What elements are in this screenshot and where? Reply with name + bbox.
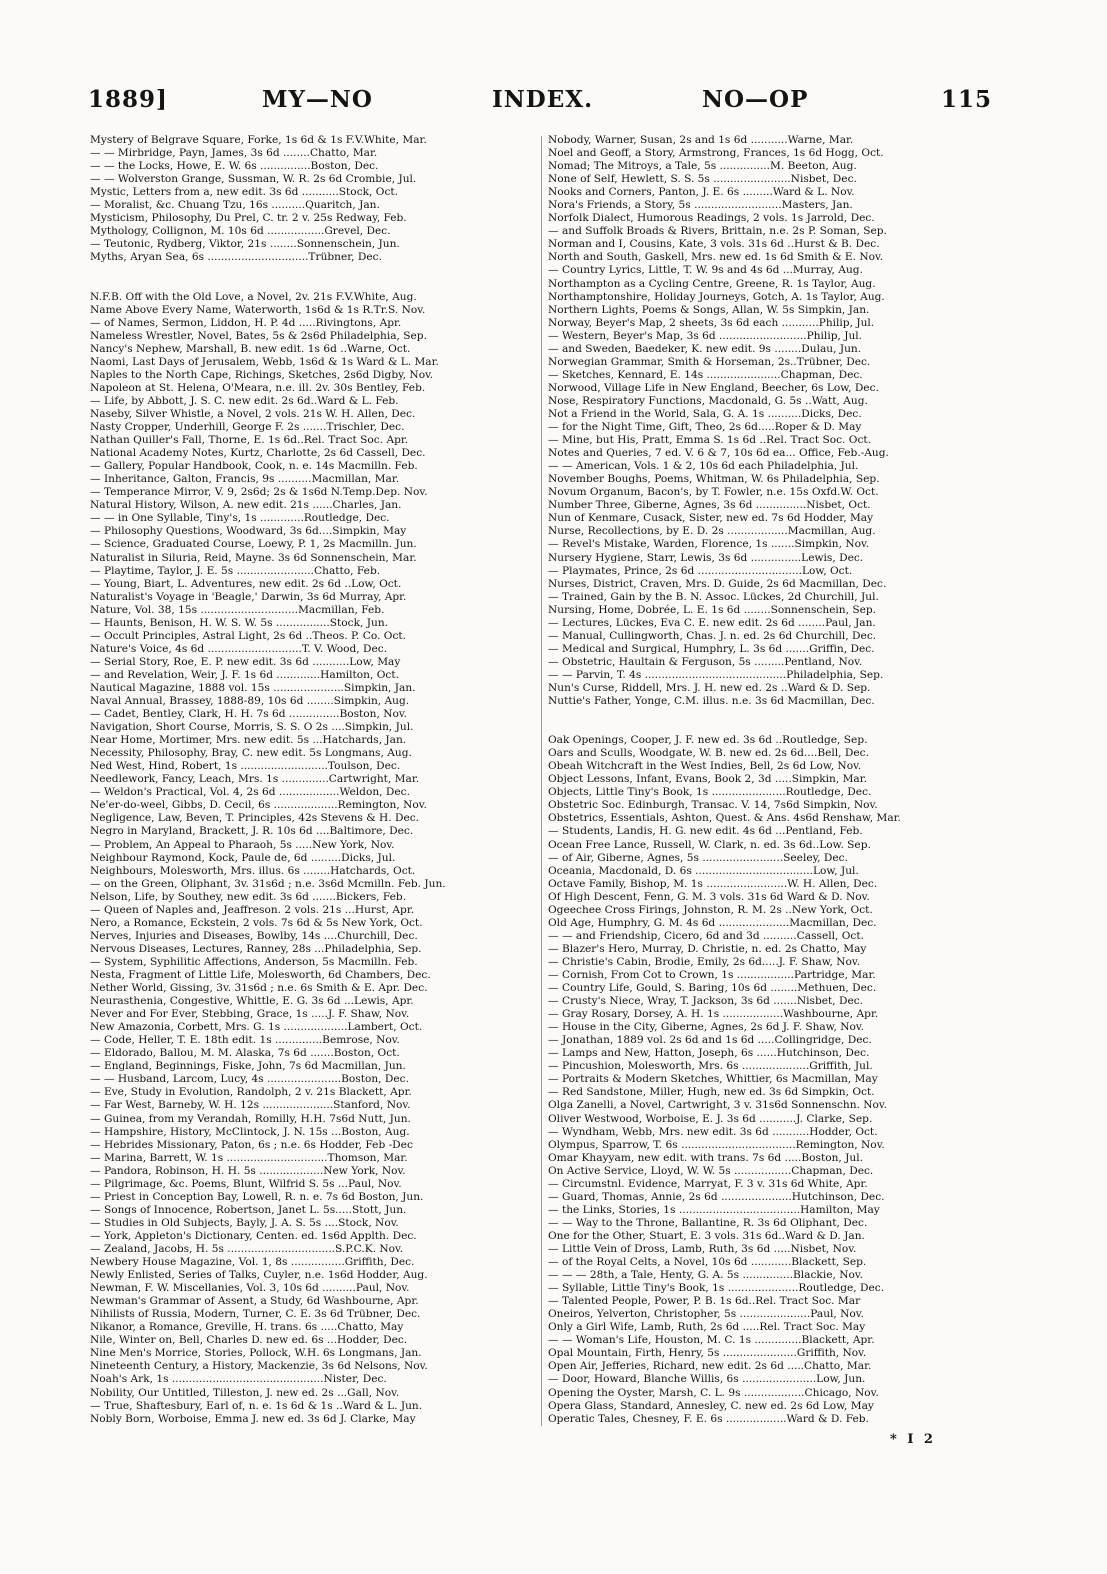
- index-entry: Northern Lights, Poems & Songs, Allan, W. 5s Simpkin, Jan.: [548, 303, 870, 316]
- index-entry: — and Suffolk Broads & Rivers, Brittain, n.e. 2s P. Soman, Sep.: [548, 225, 887, 238]
- index-entry: Ne'er-do-weel, Gibbs, D. Cecil, 6s ...................Remington, Nov.: [90, 799, 427, 812]
- index-entry: — Crusty's Niece, Wray, T. Jackson, 3s 6d .......Nisbet, Dec.: [548, 995, 864, 1008]
- index-entry: Nihilists of Russia, Modern, Turner, C. E. 3s 6d Trübner, Dec.: [90, 1308, 421, 1321]
- index-entry: Omar Khayyam, new edit. with trans. 7s 6d .....Boston, Jul.: [548, 1151, 863, 1164]
- index-entry: — System, Syphilitic Affections, Anderson, 5s Macmilln. Feb.: [90, 955, 418, 968]
- index-entry: — Medical and Surgical, Humphry, L. 3s 6d .......Griffin, Dec.: [548, 642, 875, 655]
- index-entry: Naomi, Last Days of Jerusalem, Webb, 1s6d & 1s Ward & L. Mar.: [90, 355, 439, 368]
- index-entry: Nile, Winter on, Bell, Charles D. new ed. 6s ...Hodder, Dec.: [90, 1334, 408, 1347]
- index-entry: Nasty Cropper, Underhill, George F. 2s .......Trischler, Dec.: [90, 421, 405, 434]
- index-entry: November Boughs, Poems, Whitman, W. 6s Philadelphia, Sep.: [548, 473, 880, 486]
- index-entry: Novum Organum, Bacon's, by T. Fowler, n.e. 15s Oxfd.W. Oct.: [548, 486, 879, 499]
- index-entry: Nature, Vol. 38, 15s .............................Macmillan, Feb.: [90, 603, 385, 616]
- index-entry: Olga Zanelli, a Novel, Cartwright, 3 v. 31s6d Sonnenschn. Nov.: [548, 1099, 888, 1112]
- index-entry: — Far West, Barneby, W. H. 12s .....................Stanford, Nov.: [90, 1099, 411, 1112]
- index-entry: — and Sweden, Baedeker, K. new edit. 9s ........Dulau, Jun.: [548, 342, 862, 355]
- index-entry: — Queen of Naples and, Jeaffreson. 2 vols. 21s ...Hurst, Apr.: [90, 903, 415, 916]
- index-entry: — Manual, Cullingworth, Chas. J. n. ed. 2s 6d Churchill, Dec.: [548, 629, 877, 642]
- index-entry: Object Lessons, Infant, Evans, Book 2, 3d .....Simpkin, Mar.: [548, 773, 868, 786]
- page-header: [62, 86, 992, 116]
- index-entry: — Wyndham, Webb, Mrs. new edit. 3s 6d ...........Hodder, Oct.: [548, 1125, 878, 1138]
- index-entry: Northampton as a Cycling Centre, Greene, R. 1s Taylor, Aug.: [548, 277, 876, 290]
- index-entry: — of Air, Giberne, Agnes, 5s ........................Seeley, Dec.: [548, 851, 848, 864]
- index-entry: — Science, Graduated Course, Loewy, P. 1, 2s Macmilln. Jun.: [90, 538, 417, 551]
- index-entry: Norwegian Grammar, Smith & Horseman, 2s..Trübner, Dec.: [548, 355, 871, 368]
- index-entry: Open Air, Jefferies, Richard, new edit. 2s 6d .....Chatto, Mar.: [548, 1360, 872, 1373]
- index-entry: Nerves, Injuries and Diseases, Bowlby, 14s ....Churchill, Dec.: [90, 929, 418, 942]
- index-entry: Obeah Witchcraft in the West Indies, Bell, 2s 6d Low, Nov.: [548, 760, 862, 773]
- index-entry: — — Husband, Larcom, Lucy, 4s ......................Boston, Dec.: [90, 1073, 409, 1086]
- index-entry: Noel and Geoff, a Story, Armstrong, Frances, 1s 6d Hogg, Oct.: [548, 147, 884, 160]
- index-entry: — — Mirbridge, Payn, James, 3s 6d ........Chatto, Mar.: [90, 147, 378, 160]
- index-entry: Naval Annual, Brassey, 1888-89, 10s 6d ........Simpkin, Aug.: [90, 695, 410, 708]
- index-entry: Notes and Queries, 7 ed. V. 6 & 7, 10s 6d ea... Office, Feb.-Aug.: [548, 447, 889, 460]
- index-entry: — Haunts, Benison, H. W. S. W. 5s ................Stock, Jun.: [90, 616, 389, 629]
- index-entry: — and Revelation, Weir, J. F. 1s 6d .............Hamilton, Oct.: [90, 668, 399, 681]
- index-entry: — Eldorado, Ballou, M. M. Alaska, 7s 6d .......Boston, Oct.: [90, 1047, 400, 1060]
- index-entry: — Priest in Conception Bay, Lowell, R. n. e. 7s 6d Boston, Jun.: [90, 1190, 424, 1203]
- index-entry: Oneiros, Yelverton, Christopher, 5s .....................Paul, Nov.: [548, 1308, 864, 1321]
- index-entry: — Occult Principles, Astral Light, 2s 6d ..Theos. P. Co. Oct.: [90, 629, 407, 642]
- index-entry: — — the Locks, Howe, E. W. 6s ...............Boston, Dec.: [90, 160, 379, 173]
- index-entry: — Serial Story, Roe, E. P. new edit. 3s 6d ...........Low, May: [90, 655, 401, 668]
- index-entry: Naturalist in Siluria, Reid, Mayne. 3s 6d Sonnenschein, Mar.: [90, 551, 417, 564]
- index-entry: — Inheritance, Galton, Francis, 9s ..........Macmillan, Mar.: [90, 473, 400, 486]
- index-entry: — Lamps and New, Hatton, Joseph, 6s ......Hutchinson, Dec.: [548, 1047, 870, 1060]
- index-entry: — — Parvin, T. 4s ..........................................Philadelphia, Sep.: [548, 668, 884, 681]
- index-entry: Oceania, Macdonald, D. 6s ...................................Low, Jul.: [548, 864, 859, 877]
- index-entry: Mysticism, Philosophy, Du Prel, C. tr. 2 v. 25s Redway, Feb.: [90, 212, 407, 225]
- index-entry: Nursing, Home, Dobrée, L. E. 1s 6d ........Sonnenschein, Sep.: [548, 603, 877, 616]
- index-entry: Nether World, Gissing, 3v. 31s6d ; n.e. 6s Smith & E. Apr. Dec.: [90, 982, 428, 995]
- index-entry: Nurse, Recollections, by E. D. 2s ..................Macmillan, Aug.: [548, 525, 876, 538]
- index-entry: Neighbours, Molesworth, Mrs. illus. 6s ........Hatchards, Oct.: [90, 864, 416, 877]
- index-entry: Nathan Quiller's Fall, Thorne, E. 1s 6d..Rel. Tract Soc. Apr.: [90, 434, 409, 447]
- index-entry: Ocean Free Lance, Russell, W. Clark, n. ed. 3s 6d..Low. Sep.: [548, 838, 871, 851]
- index-entry: Negligence, Law, Beven, T. Principles, 42s Stevens & H. Dec.: [90, 812, 420, 825]
- index-entry: — Syllable, Little Tiny's Book, 1s .....................Routledge, Dec.: [548, 1282, 885, 1295]
- index-entry: Name Above Every Name, Waterworth, 1s6d & 1s R.Tr.S. Nov.: [90, 303, 426, 316]
- index-entry: Nancy's Nephew, Marshall, B. new edit. 1s 6d ..Warne, Oct.: [90, 342, 411, 355]
- index-entry: Newbery House Magazine, Vol. 1, 8s ................Griffith, Dec.: [90, 1256, 415, 1269]
- index-entry: Nooks and Corners, Panton, J. E. 6s .........Ward & L. Nov.: [548, 186, 855, 199]
- index-entry: Nuttie's Father, Yonge, C.M. illus. n.e. 3s 6d Macmillan, Dec.: [548, 695, 875, 708]
- index-entry: — Songs of Innocence, Robertson, Janet L. 5s.....Stott, Jun.: [90, 1203, 407, 1216]
- index-entry: — Philosophy Questions, Woodward, 3s 6d....Simpkin, May: [90, 525, 407, 538]
- index-entry: Newly Enlisted, Series of Talks, Cuyler, n.e. 1s6d Hodder, Aug.: [90, 1269, 428, 1282]
- index-entry: — of the Royal Celts, a Novel, 10s 6d ............Blackett, Sep.: [548, 1256, 867, 1269]
- index-entry: Norway, Beyer's Map, 2 sheets, 3s 6d each ...........Philip, Jul.: [548, 316, 875, 329]
- index-entry: — Circumstnl. Evidence, Marryat, F. 3 v. 31s 6d White, Apr.: [548, 1177, 868, 1190]
- index-entry: — — — 28th, a Tale, Henty, G. A. 5s ...............Blackie, Nov.: [548, 1269, 863, 1282]
- index-entry: Mythology, Collignon, M. 10s 6d .................Grevel, Dec.: [90, 225, 391, 238]
- header-year: 1889]: [88, 86, 168, 113]
- index-entry: Nine Men's Morrice, Stories, Pollock, W.H. 6s Longmans, Jan.: [90, 1347, 422, 1360]
- index-entry: Nesta, Fragment of Little Life, Molesworth, 6d Chambers, Dec.: [90, 969, 431, 981]
- index-entry: — Blazer's Hero, Murray, D. Christie, n. ed. 2s Chatto, May: [548, 942, 867, 955]
- index-entry: Mystery of Belgrave Square, Forke, 1s 6d & 1s F.V.White, Mar.: [90, 134, 427, 146]
- index-entry: Naples to the North Cape, Richings, Sketches, 2s6d Digby, Nov.: [90, 368, 434, 381]
- section-gap: [90, 278, 538, 291]
- index-entry: — Mine, but His, Pratt, Emma S. 1s 6d ..Rel. Tract Soc. Oct.: [548, 434, 872, 447]
- index-entry: — on the Green, Oliphant, 3v. 31s6d ; n.e. 3s6d Mcmilln. Feb. Jun.: [90, 877, 446, 890]
- index-entry: Northamptonshire, Holiday Journeys, Gotch, A. 1s Taylor, Aug.: [548, 290, 885, 303]
- index-entry: Navigation, Short Course, Morris, S. S. O 2s ....Simpkin, Jul.: [90, 721, 414, 734]
- index-entry: One for the Other, Stuart, E. 3 vols. 31s 6d..Ward & D. Jan.: [548, 1229, 865, 1242]
- index-entry: N.F.B. Off with the Old Love, a Novel, 2v. 21s F.V.White, Aug.: [90, 290, 417, 303]
- index-entry: Opening the Oyster, Marsh, C. L. 9s ..................Chicago, Nov.: [548, 1386, 879, 1399]
- index-entry: — Hebrides Missionary, Paton, 6s ; n.e. 6s Hodder, Feb -Dec: [90, 1138, 413, 1151]
- index-entry: — Obstetric, Haultain & Ferguson, 5s .........Pentland, Nov.: [548, 655, 863, 668]
- index-entry: Neighbour Raymond, Kock, Paule de, 6d .........Dicks, Jul.: [90, 851, 396, 864]
- index-entry: — of Names, Sermon, Liddon, H. P. 4d .....Rivingtons, Apr.: [90, 316, 402, 329]
- index-entry: — Life, by Abbott, J. S. C. new edit. 2s 6d..Ward & L. Feb.: [90, 394, 399, 407]
- index-entry: Oliver Westwood, Worboise, E. J. 3s 6d ...........J. Clarke, Sep.: [548, 1112, 873, 1125]
- index-entry: — Weldon's Practical, Vol. 4, 2s 6d ..................Weldon, Dec.: [90, 786, 410, 799]
- index-entry: Only a Girl Wife, Lamb, Ruth, 2s 6d .....Rel. Tract Soc. May: [548, 1321, 866, 1334]
- index-entry: New Amazonia, Corbett, Mrs. G. 1s ...................Lambert, Oct.: [90, 1021, 423, 1034]
- index-entry: Operatic Tales, Chesney, F. E. 6s ..................Ward & D. Feb.: [548, 1412, 869, 1425]
- index-entry: Near Home, Mortimer, Mrs. new edit. 5s ...Hatchards, Jan.: [90, 734, 407, 747]
- index-entry: Obstetric Soc. Edinburgh, Transac. V. 14, 7s6d Simpkin, Nov.: [548, 799, 878, 812]
- index-entry: — Country Lyrics, Little, T. W. 9s and 4s 6d ...Murray, Aug.: [548, 264, 863, 277]
- index-entry: Nurses, District, Craven, Mrs. D. Guide, 2s 6d Macmillan, Dec.: [548, 577, 887, 590]
- index-entry: — Sketches, Kennard, E. 14s ......................Chapman, Dec.: [548, 368, 863, 381]
- index-entry: Nature's Voice, 4s 6d ............................T. V. Wood, Dec.: [90, 642, 388, 655]
- index-entry: None of Self, Hewlett, S. S. 5s .......................Nisbet, Dec.: [548, 173, 857, 186]
- index-entry: Number Three, Giberne, Agnes, 3s 6d ...............Nisbet, Oct.: [548, 499, 871, 512]
- index-entry: Of High Descent, Fenn, G. M. 3 vols. 31s 6d Ward & D. Nov.: [548, 890, 870, 903]
- index-entry: — Country Life, Gould, S. Baring, 10s 6d ........Methuen, Dec.: [548, 982, 877, 995]
- index-entry: Nineteenth Century, a History, Mackenzie, 3s 6d Nelsons, Nov.: [90, 1360, 428, 1373]
- index-entry: Nautical Magazine, 1888 vol. 15s .....................Simpkin, Jan.: [90, 681, 416, 694]
- header-range-left: MY—NO: [262, 86, 373, 113]
- index-entry: — Guinea, from my Verandah, Romilly, H.H. 7s6d Nutt, Jun.: [90, 1112, 411, 1125]
- header-page-number: 115: [940, 86, 992, 113]
- index-column-left: [90, 134, 538, 1426]
- index-entry: Nobly Born, Worboise, Emma J. new ed. 3s 6d J. Clarke, May: [90, 1412, 416, 1425]
- index-entry: Nelson, Life, by Southey, new edit. 3s 6d .......Bickers, Feb.: [90, 890, 407, 903]
- index-entry: Norwood, Village Life in New England, Beecher, 6s Low, Dec.: [548, 381, 879, 394]
- index-entry: Not a Friend in the World, Sala, G. A. 1s ..........Dicks, Dec.: [548, 407, 862, 420]
- index-entry: — Cornish, From Cot to Crown, 1s .................Partridge, Mar.: [548, 969, 876, 981]
- index-entry: — Pincushion, Molesworth, Mrs. 6s ....................Griffith, Jul.: [548, 1060, 873, 1073]
- index-entry: Necessity, Philosophy, Bray, C. new edit. 5s Longmans, Aug.: [90, 747, 412, 760]
- index-entry: Old Age, Humphry, G. M. 4s 6d .....................Macmillan, Dec.: [548, 916, 877, 929]
- index-entry: Oak Openings, Cooper, J. F. new ed. 3s 6d ..Routledge, Sep.: [548, 734, 868, 747]
- index-entry: Naturalist's Voyage in 'Beagle,' Darwin, 3s 6d Murray, Apr.: [90, 590, 407, 603]
- index-entry: Nikanor, a Romance, Greville, H. trans. 6s .....Chatto, May: [90, 1321, 404, 1334]
- index-entry: — Door, Howard, Blanche Willis, 6s ......................Low, Jun.: [548, 1373, 866, 1386]
- index-entry: — — and Friendship, Cicero, 6d and 3d ..........Cassell, Oct.: [548, 929, 864, 942]
- header-title: INDEX.: [492, 86, 594, 113]
- index-entry: — — Wolverston Grange, Sussman, W. R. 2s 6d Crombie, Jul.: [90, 173, 417, 186]
- index-entry: Nora's Friends, a Story, 5s ..........................Masters, Jan.: [548, 199, 853, 212]
- index-entry: — — in One Syllable, Tiny's, 1s .............Routledge, Dec.: [90, 512, 390, 525]
- index-entry: — Playmates, Prince, 2s 6d ...............................Low, Oct.: [548, 564, 853, 577]
- index-entry: — Marina, Barrett, W. 1s ..............................Thomson, Mar.: [90, 1151, 408, 1164]
- index-entry: — Temperance Mirror, V. 9, 2s6d; 2s & 1s6d N.Temp.Dep. Nov.: [90, 486, 428, 499]
- index-entry: Nun's Curse, Riddell, Mrs. J. H. new ed. 2s ..Ward & D. Sep.: [548, 681, 871, 694]
- index-entry: National Academy Notes, Kurtz, Charlotte, 2s 6d Cassell, Dec.: [90, 447, 426, 460]
- index-entry: — Students, Landis, H. G. new edit. 4s 6d ...Pentland, Feb.: [548, 825, 863, 838]
- index-entry: — — Woman's Life, Houston, M. C. 1s ..............Blackett, Apr.: [548, 1334, 875, 1347]
- header-range-right: NO—OP: [702, 86, 809, 113]
- index-entry: Newman, F. W. Miscellanies, Vol. 3, 10s 6d ..........Paul, Nov.: [90, 1282, 410, 1295]
- index-entry: — Gallery, Popular Handbook, Cook, n. e. 14s Macmilln. Feb.: [90, 460, 418, 473]
- index-entry: Needlework, Fancy, Leach, Mrs. 1s ..............Cartwright, Mar.: [90, 773, 420, 786]
- index-entry: Nomad; The Mitroys, a Tale, 5s ...............M. Beeton, Aug.: [548, 160, 857, 173]
- index-entry: Mystic, Letters from a, new edit. 3s 6d ...........Stock, Oct.: [90, 186, 399, 199]
- index-entry: Nobody, Warner, Susan, 2s and 1s 6d ...........Warne, Mar.: [548, 134, 854, 146]
- index-entry: — Trained, Gain by the B. N. Assoc. Lückes, 2d Churchill, Jul.: [548, 590, 879, 603]
- index-entry: Olympus, Sparrow, T. 6s ..................................Remington, Nov.: [548, 1138, 885, 1151]
- index-entry: — Lectures, Lückes, Eva C. E. new edit. 2s 6d ........Paul, Jan.: [548, 616, 876, 629]
- index-entry: — Christie's Cabin, Brodie, Emily, 2s 6d.....J. F. Shaw, Nov.: [548, 955, 861, 968]
- index-entry: Napoleon at St. Helena, O'Meara, n.e. ill. 2v. 30s Bentley, Feb.: [90, 381, 426, 394]
- section-gap: [548, 721, 996, 734]
- index-entry: Ned West, Hind, Robert, 1s ..........................Toulson, Dec.: [90, 760, 401, 773]
- index-entry: — Pandora, Robinson, H. H. 5s ...................New York, Nov.: [90, 1164, 406, 1177]
- index-entry: Opal Mountain, Firth, Henry, 5s ......................Griffith, Nov.: [548, 1347, 867, 1360]
- index-entry: Opera Glass, Standard, Annesley, C. new ed. 2s 6d Low, May: [548, 1399, 874, 1412]
- column-divider: [541, 136, 542, 1426]
- index-entry: — — Way to the Throne, Ballantine, R. 3s 6d Oliphant, Dec.: [548, 1216, 868, 1229]
- index-entry: — Playtime, Taylor, J. E. 5s .......................Chatto, Feb.: [90, 564, 381, 577]
- index-entry: — Pilgrimage, &c. Poems, Blunt, Wilfrid S. 5s ...Paul, Nov.: [90, 1177, 402, 1190]
- index-entry: — — American, Vols. 1 & 2, 10s 6d each Philadelphia, Jul.: [548, 460, 859, 473]
- index-entry: — the Links, Stories, 1s ....................................Hamilton, May: [548, 1203, 880, 1216]
- index-entry: — Jonathan, 1889 vol. 2s 6d and 1s 6d .....Collingridge, Dec.: [548, 1034, 872, 1047]
- index-entry: — Hampshire, History, McClintock, J. N. 15s ...Boston, Aug.: [90, 1125, 410, 1138]
- index-entry: Nameless Wrestler, Novel, Bates, 5s & 2s6d Philadelphia, Sep.: [90, 329, 427, 342]
- index-entry: Myths, Aryan Sea, 6s ..............................Trübner, Dec.: [90, 251, 382, 264]
- index-entry: — England, Beginnings, Fiske, John, 7s 6d Macmillan, Jun.: [90, 1060, 406, 1073]
- index-entry: — True, Shaftesbury, Earl of, n. e. 1s 6d & 1s ..Ward & L. Jun.: [90, 1399, 423, 1412]
- index-entry: Objects, Little Tiny's Book, 1s ......................Routledge, Dec.: [548, 786, 872, 799]
- index-entry: Nervous Diseases, Lectures, Ranney, 28s ...Philadelphia, Sep.: [90, 942, 422, 955]
- section-gap: [90, 264, 538, 277]
- index-entry: — Eve, Study in Evolution, Randolph, 2 v. 21s Blackett, Apr.: [90, 1086, 412, 1099]
- index-entry: Ogeechee Cross Firings, Johnston, R. M. 2s ..New York, Oct.: [548, 903, 873, 916]
- index-entry: — Red Sandstone, Miller, Hugh, new ed. 3s 6d Simpkin, Oct.: [548, 1086, 875, 1099]
- index-entry: North and South, Gaskell, Mrs. new ed. 1s 6d Smith & E. Nov.: [548, 251, 884, 264]
- index-entry: — Studies in Old Subjects, Bayly, J. A. S. 5s ....Stock, Nov.: [90, 1216, 399, 1229]
- index-entry: — Revel's Mistake, Warden, Florence, 1s .......Simpkin, Nov.: [548, 538, 870, 551]
- index-entry: — Young, Biart, L. Adventures, new edit. 2s 6d ..Low, Oct.: [90, 577, 402, 590]
- index-entry: — Cadet, Bentley, Clark, H. H. 7s 6d ...............Boston, Nov.: [90, 708, 407, 721]
- index-entry: — Code, Heller, T. E. 18th edit. 1s ..............Bemrose, Nov.: [90, 1034, 400, 1047]
- index-entry: — Little Vein of Dross, Lamb, Ruth, 3s 6d .....Nisbet, Nov.: [548, 1242, 857, 1255]
- index-entry: Nursery Hygiene, Starr, Lewis, 3s 6d ...............Lewis, Dec.: [548, 551, 864, 564]
- index-entry: — Gray Rosary, Dorsey, A. H. 1s ..................Washbourne, Apr.: [548, 1008, 879, 1021]
- index-entry: — Talented People, Power, P. B. 1s 6d..Rel. Tract Soc. Mar: [548, 1295, 861, 1308]
- index-entry: Naseby, Silver Whistle, a Novel, 2 vols. 21s W. H. Allen, Dec.: [90, 407, 416, 420]
- index-entry: — Moralist, &c. Chuang Tzu, 16s ..........Quaritch, Jan.: [90, 199, 380, 212]
- index-entry: Norfolk Dialect, Humorous Readings, 2 vols. 1s Jarrold, Dec.: [548, 212, 875, 225]
- printer-signature-mark: * I 2: [890, 1432, 936, 1447]
- index-entry: Newman's Grammar of Assent, a Study, 6d Washbourne, Apr.: [90, 1295, 419, 1308]
- index-entry: — for the Night Time, Gift, Theo, 2s 6d.....Roper & D. May: [548, 421, 862, 434]
- index-entry: Noah's Ark, 1s .............................................Nister, Dec.: [90, 1373, 387, 1386]
- index-entry: Octave Family, Bishop, M. 1s ........................W. H. Allen, Dec.: [548, 877, 878, 890]
- index-entry: — House in the City, Giberne, Agnes, 2s 6d J. F. Shaw, Nov.: [548, 1021, 865, 1034]
- index-entry: — York, Appleton's Dictionary, Centen. ed. 1s6d Applth. Dec.: [90, 1229, 417, 1242]
- index-entry: — Portraits & Modern Sketches, Whittier, 6s Macmillan, May: [548, 1073, 878, 1086]
- section-gap: [548, 708, 996, 721]
- index-entry: Nun of Kenmare, Cusack, Sister, new ed. 7s 6d Hodder, May: [548, 512, 874, 525]
- index-entry: Neurasthenia, Congestive, Whittle, E. G. 3s 6d ...Lewis, Apr.: [90, 995, 414, 1008]
- index-column-right: [548, 134, 996, 1426]
- index-entry: Never and For Ever, Stebbing, Grace, 1s .....J. F. Shaw, Nov.: [90, 1008, 410, 1021]
- index-entry: — Western, Beyer's Map, 3s 6d ..........................Philip, Jul.: [548, 329, 863, 342]
- index-entry: Obstetrics, Essentials, Ashton, Quest. & Ans. 4s6d Renshaw, Mar.: [548, 812, 901, 825]
- index-entry: Norman and I, Cousins, Kate, 3 vols. 31s 6d ..Hurst & B. Dec.: [548, 238, 880, 251]
- index-entry: — Zealand, Jacobs, H. 5s ................................S.P.C.K. Nov.: [90, 1242, 404, 1255]
- index-entry: — Guard, Thomas, Annie, 2s 6d .....................Hutchinson, Dec.: [548, 1190, 885, 1203]
- index-entry: Nose, Respiratory Functions, Macdonald, G. 5s ..Watt, Aug.: [548, 394, 868, 407]
- index-entry: — Teutonic, Rydberg, Viktor, 21s ........Sonnenschein, Jun.: [90, 238, 400, 251]
- index-entry: On Active Service, Lloyd, W. W. 5s .................Chapman, Dec.: [548, 1164, 874, 1177]
- index-entry: — Problem, An Appeal to Pharaoh, 5s .....New York, Nov.: [90, 838, 395, 851]
- index-entry: Nero, a Romance, Eckstein, 2 vols. 7s 6d & 5s New York, Oct.: [90, 916, 423, 929]
- index-entry: Nobility, Our Untitled, Tilleston, J. new ed. 2s ...Gall, Nov.: [90, 1386, 400, 1399]
- index-entry: Negro in Maryland, Brackett, J. R. 10s 6d ....Baltimore, Dec.: [90, 825, 414, 838]
- index-entry: Natural History, Wilson, A. new edit. 21s ......Charles, Jan.: [90, 499, 402, 512]
- index-entry: Oars and Sculls, Woodgate, W. B. new ed. 2s 6d....Bell, Dec.: [548, 747, 869, 760]
